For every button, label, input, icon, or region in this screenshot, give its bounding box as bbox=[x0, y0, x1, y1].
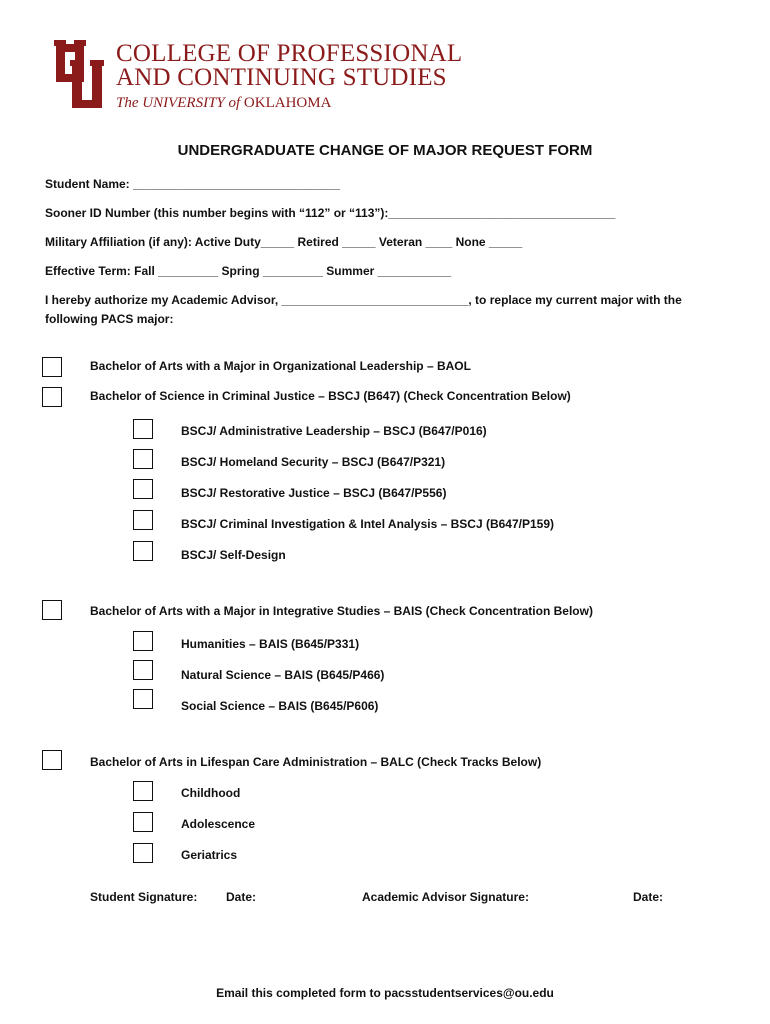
student-date-label: Date: bbox=[226, 890, 257, 904]
military-affiliation-field[interactable]: Military Affiliation (if any): Active Duty_____ Retired _____ Veteran ____ None _____ bbox=[45, 235, 523, 249]
authorization-line-2: following PACS major: bbox=[45, 312, 174, 326]
advisor-signature-label: Academic Advisor Signature: bbox=[362, 890, 529, 904]
balc-childhood-label: Childhood bbox=[181, 786, 241, 800]
advisor-date-label: Date: bbox=[633, 890, 664, 904]
bais-natural-science-label: Natural Science – BAIS (B645/P466) bbox=[181, 668, 385, 682]
bais-humanities-checkbox[interactable] bbox=[133, 631, 153, 651]
university-of: of bbox=[228, 95, 241, 111]
bais-natural-science-checkbox[interactable] bbox=[133, 660, 153, 680]
balc-label: Bachelor of Arts in Lifespan Care Administration – BALC (Check Tracks Below) bbox=[90, 755, 542, 769]
balc-adolescence-label: Adolescence bbox=[181, 817, 256, 831]
bais-label: Bachelor of Arts with a Major in Integrative Studies – BAIS (Check Concentration Below) bbox=[90, 604, 593, 618]
balc-childhood-checkbox[interactable] bbox=[133, 781, 153, 801]
effective-term-field[interactable]: Effective Term: Fall _________ Spring _________ Summer ___________ bbox=[45, 264, 452, 278]
sooner-id-field[interactable]: Sooner ID Number (this number begins with “112” or “113”):__________________________________ bbox=[45, 206, 616, 220]
university-line bbox=[116, 92, 462, 114]
bais-humanities-label: Humanities – BAIS (B645/P331) bbox=[181, 637, 360, 651]
bscj-admin-leadership-label: BSCJ/ Administrative Leadership – BSCJ (B647/P016) bbox=[181, 424, 487, 438]
bais-checkbox[interactable] bbox=[42, 600, 62, 620]
university-prefix: The UNIVERSITY bbox=[116, 95, 229, 111]
college-name bbox=[116, 42, 462, 114]
college-line-1: COLLEGE OF PROFESSIONAL bbox=[116, 40, 463, 67]
bscj-criminal-investigation-label: BSCJ/ Criminal Investigation & Intel Analysis – BSCJ (B647/P159) bbox=[181, 517, 555, 531]
bscj-self-design-label: BSCJ/ Self-Design bbox=[181, 548, 286, 562]
bscj-restorative-justice-checkbox[interactable] bbox=[133, 479, 153, 499]
baol-label: Bachelor of Arts with a Major in Organizational Leadership – BAOL bbox=[90, 359, 471, 373]
bscj-restorative-justice-label: BSCJ/ Restorative Justice – BSCJ (B647/P556) bbox=[181, 486, 447, 500]
balc-geriatrics-label: Geriatrics bbox=[181, 848, 238, 862]
form-title: UNDERGRADUATE CHANGE OF MAJOR REQUEST FORM bbox=[177, 142, 593, 159]
ou-logo-icon bbox=[52, 38, 108, 116]
student-name-field[interactable]: Student Name: _______________________________ bbox=[45, 177, 340, 191]
bscj-homeland-security-label: BSCJ/ Homeland Security – BSCJ (B647/P321) bbox=[181, 455, 446, 469]
bais-social-science-checkbox[interactable] bbox=[133, 689, 153, 709]
university-suffix: OKLAHOMA bbox=[240, 95, 332, 111]
balc-geriatrics-checkbox[interactable] bbox=[133, 843, 153, 863]
baol-checkbox[interactable] bbox=[42, 357, 62, 377]
footer-email-instruction: Email this completed form to pacsstudentservices@ou.edu bbox=[216, 986, 554, 1000]
bscj-criminal-investigation-checkbox[interactable] bbox=[133, 510, 153, 530]
bscj-label: Bachelor of Science in Criminal Justice – BSCJ (B647) (Check Concentration Below) bbox=[90, 389, 571, 403]
bscj-self-design-checkbox[interactable] bbox=[133, 541, 153, 561]
balc-checkbox[interactable] bbox=[42, 750, 62, 770]
bscj-homeland-security-checkbox[interactable] bbox=[133, 449, 153, 469]
authorization-line-1[interactable]: I hereby authorize my Academic Advisor, ____________________________, to replace my current major with the bbox=[45, 293, 682, 307]
bais-social-science-label: Social Science – BAIS (B645/P606) bbox=[181, 699, 379, 713]
bscj-admin-leadership-checkbox[interactable] bbox=[133, 419, 153, 439]
college-line-2: AND CONTINUING STUDIES bbox=[116, 64, 447, 91]
bscj-checkbox[interactable] bbox=[42, 387, 62, 407]
student-signature-label: Student Signature: bbox=[90, 890, 198, 904]
balc-adolescence-checkbox[interactable] bbox=[133, 812, 153, 832]
